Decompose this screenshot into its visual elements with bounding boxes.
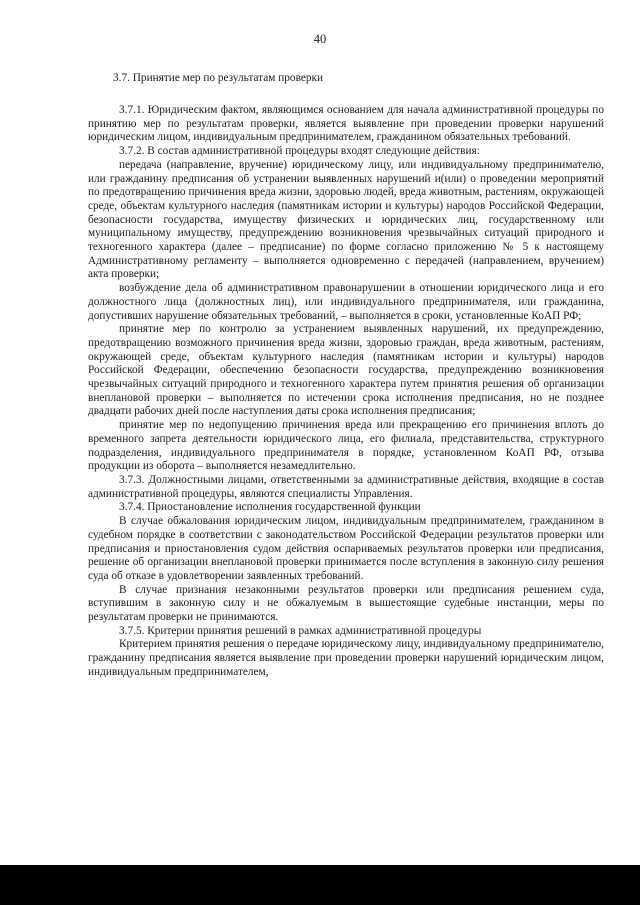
paragraph-court-decision: В случае признания незаконными результатов проверки или предписания решением суда, вступившим в законную силу и не обжалуемым в вышестоящие судебные инстанции, меры по результатам проверки не принимаются. [88, 583, 604, 624]
document-body [88, 104, 604, 680]
paragraph-action-case: возбуждение дела об административном правонарушении в отношении юридического лица и его должностного лица (должностных лиц), или индивидуального предпринимателя, или гражданина, допустивших нарушение обязательных требований, – выполняется в сроки, установленные КоАП РФ; [88, 282, 604, 322]
paragraph-3-7-5: 3.7.5. Критерии принятия решений в рамках административной процедуры [119, 624, 482, 637]
paragraph-3-7-1: 3.7.1. Юридическим фактом, являющимся основанием для начала административной процедуры по принятию мер по результатам проверки, является выявление при проведении проверки нарушений юридическим лицом, индивидуальным предпринимателем, гражданином обязательных требований. [88, 104, 604, 144]
paragraph-action-prevention: принятие мер по недопущению причинения вреда или прекращению его причинения вплоть до временного запрета деятельности юридического лица, его филиала, представительства, структурного подразделения, индивидуального предпринимателя в порядке, установленном КоАП РФ, отзыва продукции из оборота – выполняется незамедлительно. [88, 419, 604, 473]
paragraph-action-control: принятие мер по контролю за устранением выявленных нарушений, их предупреждению, предотвращению возможного причинения вреда жизни, здоровью граждан, вреда животным, растениям, окружающей среде, объектам культурного наследия (памятникам истории и культуры) народов Российской Федерации, обеспечению безопасности государства, предупреждению возникновения чрезвычайных ситуаций природного и техногенного характера путем принятия решения об организации внеплановой проверки – выполняется по истечении срока исполнения предписания, но не позднее двадцати рабочих дней после наступления даты срока исполнения предписания; [88, 323, 604, 418]
paragraph-3-7-3: 3.7.3. Должностными лицами, ответственными за административные действия, входящие в состав административной процедуры, являются специалисты Управления. [88, 473, 604, 500]
paragraph-3-7-2: 3.7.2. В состав административной процедуры входят следующие действия: [119, 145, 480, 158]
paragraph-criterion: Критерием принятия решения о передаче юридическому лицу, индивидуальному предпринимателю, гражданину предписания является выявление при проведении проверки нарушений юридическим лицом, индивидуальным предпринимателем, [88, 638, 604, 678]
paragraph-3-7-4: 3.7.4. Приостановление исполнения государственной функции [119, 501, 421, 514]
paragraph-action-prescription: передача (направление, вручение) юридическому лицу, или индивидуальному предпринимателю, или гражданину предписания об устранении выявленных нарушений и(или) о проведении мероприятий по предотвращению причинения вреда жизни, здоровью людей, вреда животным, растениям, окружающей среде, объектам культурного наследия (памятникам истории и культуры) народов Российской Федерации, безопасности государства, имуществу физических и юридических лиц, государственному или муниципальному имуществу, предупреждению возникновения чрезвычайных ситуаций природного и техногенного характера (далее – предписание) по форме согласно приложению № 5 к настоящему Административному регламенту – выполняется одновременно с передачей (направлением, вручением) акта проверки; [88, 158, 604, 281]
section-heading: 3.7. Принятие мер по результатам проверки [113, 72, 324, 84]
scan-bottom-border [0, 865, 640, 905]
page-number: 40 [313, 32, 327, 46]
paragraph-appeal: В случае обжалования юридическим лицом, индивидуальным предпринимателем, гражданином в судебном порядке в соответствии с законодательством Российской Федерации результатов проверки или предписания и приостановления судом действия оспариваемых результатов проверки или предписания, решение об организации внеплановой проверки принимается после вступления в законную силу решения суда об отказе в удовлетворении заявленных требований. [88, 515, 604, 582]
